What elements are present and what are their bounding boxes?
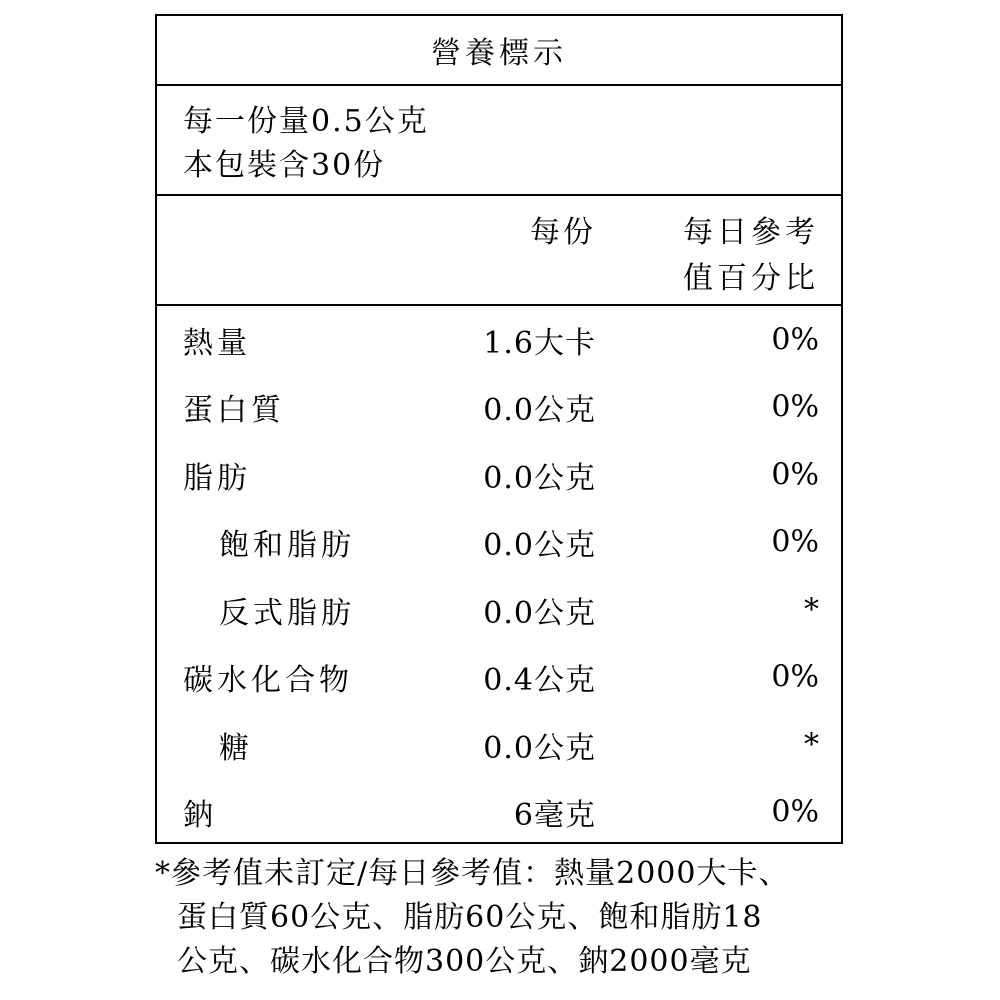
nutrient-name: 蛋白質 [183,393,285,429]
nutrition-label [155,14,843,844]
nutrient-daily-value: 0% [771,794,819,830]
nutrient-row [157,576,841,644]
label-title: 營養標示 [431,36,567,71]
daily-value-header-line1: 每日參考 [683,215,819,250]
nutrient-row [157,374,841,442]
footnote-line: 公克、碳水化合物300公克、鈉2000毫克 [177,944,752,979]
column-header-row [157,196,841,306]
nutrient-amount: 1.6大卡 [483,325,596,361]
nutrient-daily-value: 0% [771,524,819,560]
nutrient-amount: 0.4公克 [483,663,596,699]
nutrient-name: 鈉 [183,798,217,834]
footnote [155,852,855,984]
footnote-line: *參考值未訂定/每日參考值：熱量2000大卡、 [155,856,790,891]
nutrient-name: 糖 [219,730,253,766]
nutrient-name: 碳水化合物 [183,663,353,699]
nutrient-list [157,306,841,846]
nutrient-daily-value: 0% [771,322,819,358]
nutrient-amount: 0.0公克 [483,393,596,429]
nutrient-name: 脂肪 [183,460,251,496]
nutrient-daily-value: 0% [771,457,819,493]
nutrient-daily-value: * [804,592,819,628]
nutrient-row [157,779,841,847]
nutrient-amount: 0.0公克 [483,730,596,766]
footnote-line: 蛋白質60公克、脂肪60公克、飽和脂肪18 [177,900,763,935]
nutrient-name: 反式脂肪 [219,595,355,631]
serving-info [157,86,841,196]
nutrient-name: 熱量 [183,325,251,361]
nutrient-row [157,509,841,577]
nutrient-daily-value: 0% [771,659,819,695]
nutrient-daily-value: * [804,727,819,763]
nutrient-amount: 6毫克 [513,798,596,834]
nutrient-amount: 0.0公克 [483,595,596,631]
label-title-row [157,16,841,86]
serving-size: 每一份量0.5公克 [183,104,429,139]
nutrient-name: 飽和脂肪 [219,528,355,564]
daily-value-header [674,210,819,302]
servings-per-package: 本包裝含30份 [183,148,386,183]
nutrient-daily-value: 0% [771,389,819,425]
daily-value-header-line2: 值百分比 [683,261,819,296]
nutrient-row [157,711,841,779]
per-serving-header: 每份 [530,215,596,250]
nutrient-amount: 0.0公克 [483,528,596,564]
nutrient-row [157,644,841,712]
nutrient-amount: 0.0公克 [483,460,596,496]
nutrient-row [157,306,841,374]
nutrient-row [157,441,841,509]
